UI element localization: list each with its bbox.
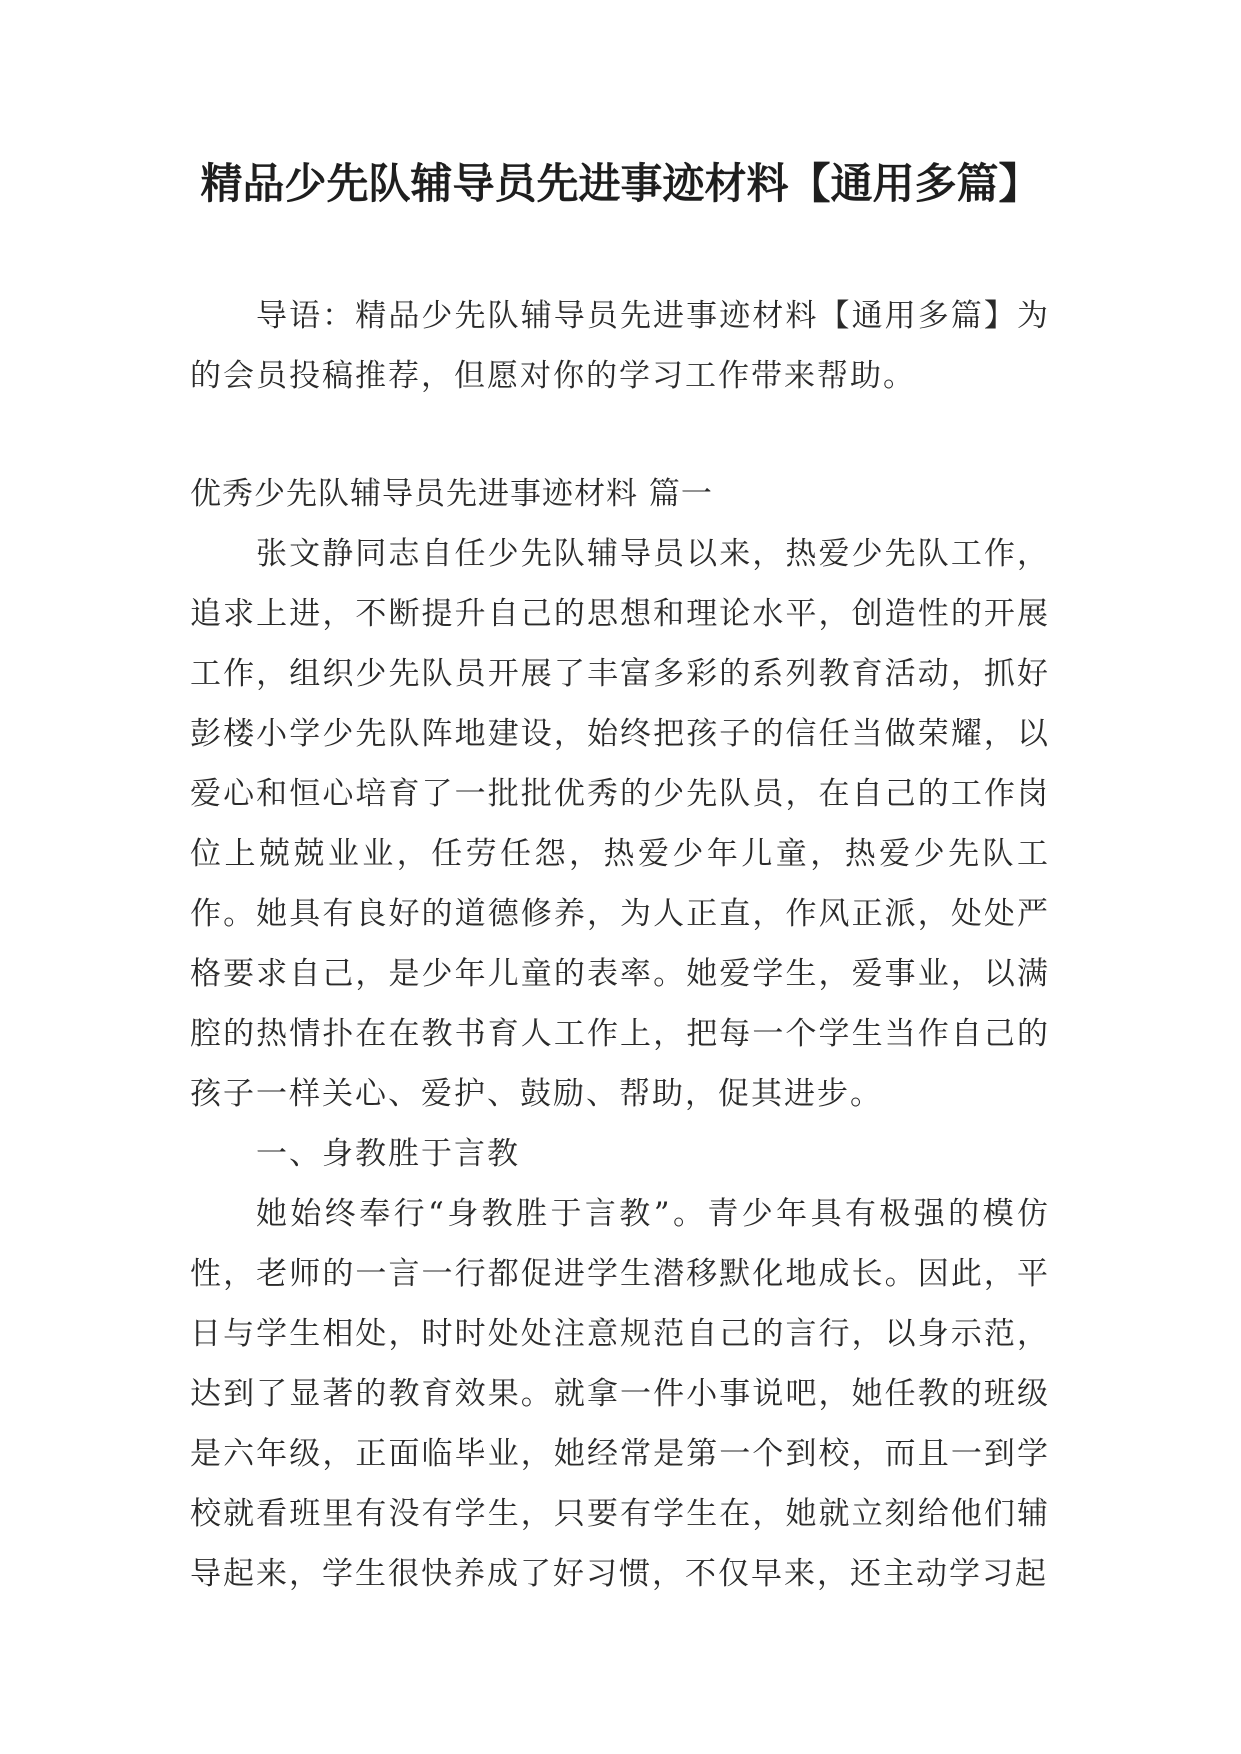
document-title: 精品少先队辅导员先进事迹材料【通用多篇】	[200, 159, 1041, 208]
document-body	[190, 286, 1050, 1604]
section-heading: 优秀少先队辅导员先进事迹材料 篇一	[190, 476, 713, 512]
intro-paragraph: 导语：精品少先队辅导员先进事迹材料【通用多篇】为的会员投稿推荐，但愿对你的学习工作带来帮助。	[190, 298, 1050, 394]
body-paragraph: 张文静同志自任少先队辅导员以来，热爱少先队工作，追求上进，不断提升自己的思想和理论水平，创造性的开展工作，组织少先队员开展了丰富多彩的系列教育活动，抓好彭楼小学少先队阵地建设，始终把孩子的信任当做荣耀，以爱心和恒心培育了一批批优秀的少先队员，在自己的工作岗位上兢兢业业，任劳任怨，热爱少年儿童，热爱少先队工作。她具有良好的道德修养，为人正直，作风正派，处处严格要求自己，是少年儿童的表率。她爱学生，爱事业，以满腔的热情扑在在教书育人工作上，把每一个学生当作自己的孩子一样关心、爱护、鼓励、帮助，促其进步。	[190, 536, 1050, 1112]
body-paragraph: 她始终奉行“身教胜于言教”。青少年具有极强的模仿性，老师的一言一行都促进学生潜移默化地成长。因此，平日与学生相处，时时处处注意规范自己的言行，以身示范，达到了显著的教育效果。就拿一件小事说吧，她任教的班级是六年级，正面临毕业，她经常是第一个到校，而且一到学校就看班里有没有学生，只要有学生在，她就立刻给他们辅导起来，学生很快养成了好习惯，不仅早来，还主动学习起	[190, 1196, 1050, 1592]
subsection-heading: 一、身教胜于言教	[256, 1136, 520, 1172]
